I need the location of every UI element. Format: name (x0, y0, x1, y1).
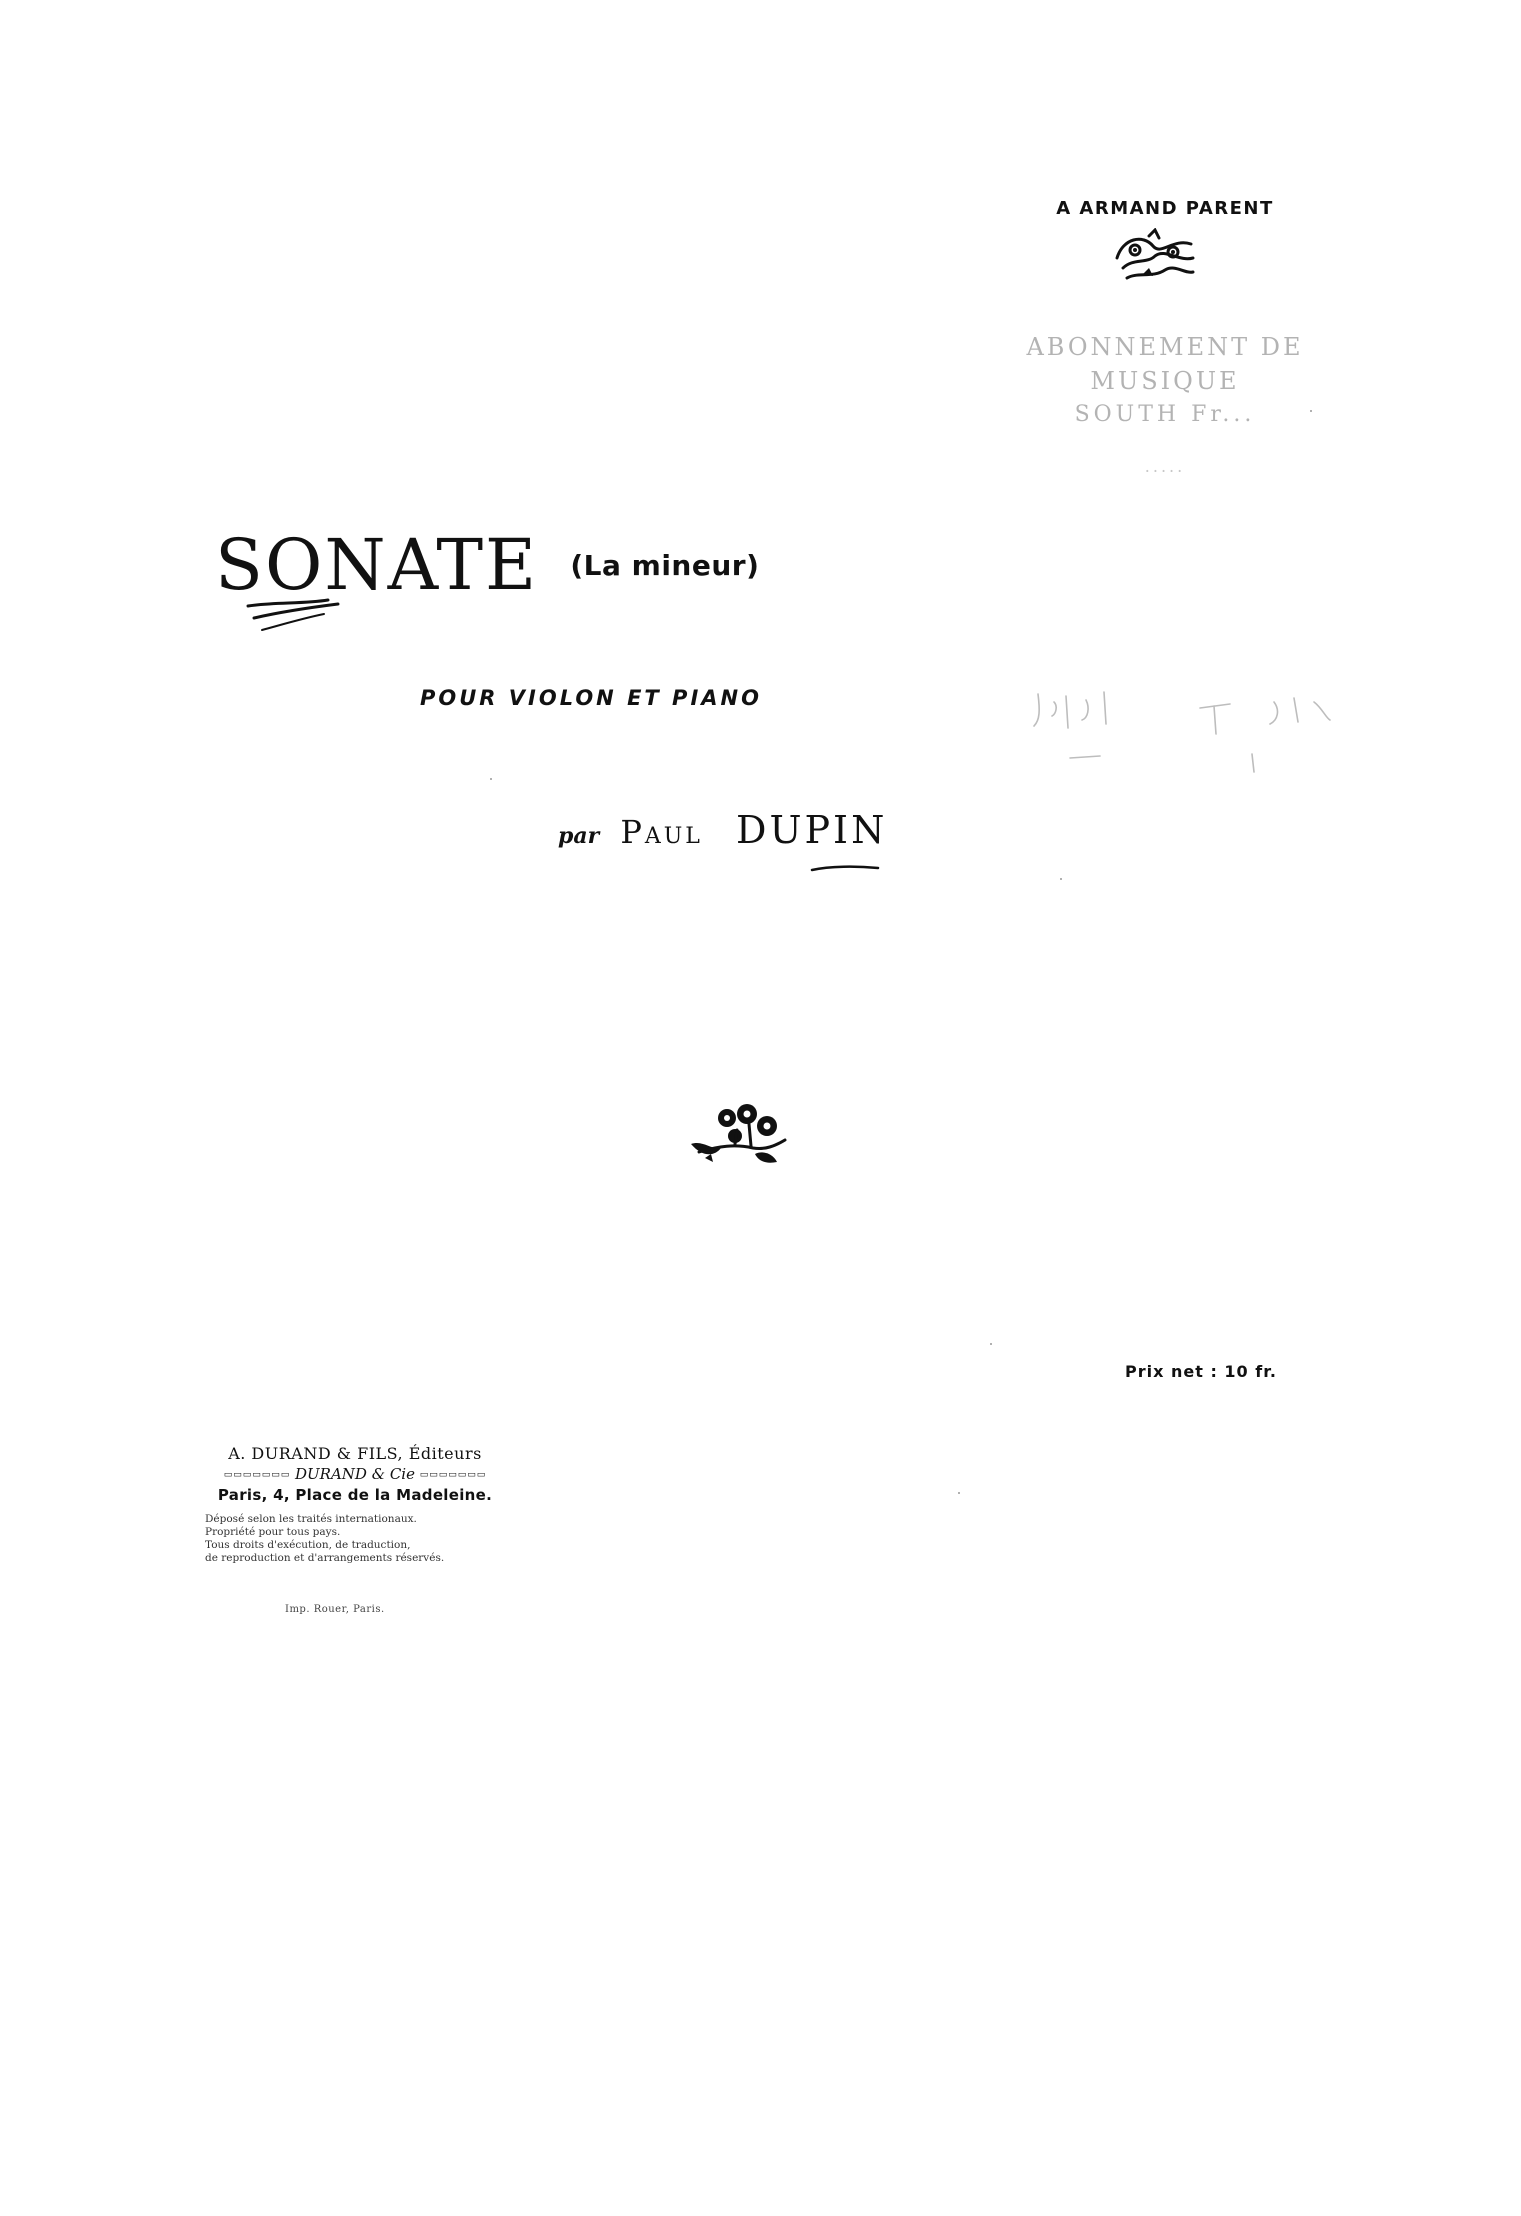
publisher-imprint-line (205, 1465, 505, 1483)
dedication: A ARMAND PARENT (1056, 198, 1274, 219)
composer-pen-underline (810, 862, 880, 876)
title-key: (La mineur) (570, 549, 760, 582)
speck (958, 1492, 960, 1494)
pencil-annotation (1030, 680, 1350, 780)
publisher-imprint: DURAND & Cie (295, 1465, 415, 1483)
publisher-address: Paris, 4, Place de la Madeleine. (217, 1486, 493, 1504)
stamp-line-1: ABONNEMENT DE MUSIQUE (1026, 333, 1304, 395)
publisher-block (205, 1444, 505, 1504)
legal-line: Déposé selon les traités internationaux. (205, 1513, 417, 1525)
legal-line: de reproduction et d'arrangements réservés. (205, 1552, 445, 1564)
legal-line: Propriété pour tous pays. (205, 1526, 341, 1538)
legal-line: Tous droits d'exécution, de traduction, (205, 1539, 411, 1551)
stamp-line-2: SOUTH Fr... (1074, 402, 1256, 427)
imprint-border-left: ▭▭▭▭▭▭▭ (223, 1470, 291, 1480)
instrumentation: POUR VIOLON ET PIANO (420, 686, 762, 710)
library-stamp (990, 330, 1340, 484)
speck (990, 1343, 992, 1345)
speck (1060, 878, 1062, 880)
stamp-line-3: ..... (1144, 457, 1186, 476)
legal-notice (205, 1513, 505, 1565)
speck (490, 778, 492, 780)
dragon-ornament-icon (1113, 228, 1197, 284)
flower-ornament-icon (685, 1100, 795, 1170)
publisher-name: A. DURAND & FILS, Éditeurs (228, 1444, 482, 1463)
composer-last-name: DUPIN (736, 808, 888, 852)
title-main: SONATE (215, 524, 539, 606)
price: Prix net : 10 fr. (1125, 1362, 1277, 1381)
composer (558, 808, 887, 852)
title-pen-underline (244, 596, 344, 636)
page-title (215, 525, 759, 606)
composer-first-name: Paul (620, 813, 703, 851)
printer-credit: Imp. Rouer, Paris. (285, 1604, 385, 1615)
imprint-border-right: ▭▭▭▭▭▭▭ (419, 1470, 487, 1480)
composer-prefix: par (558, 823, 600, 849)
speck (1310, 410, 1312, 412)
